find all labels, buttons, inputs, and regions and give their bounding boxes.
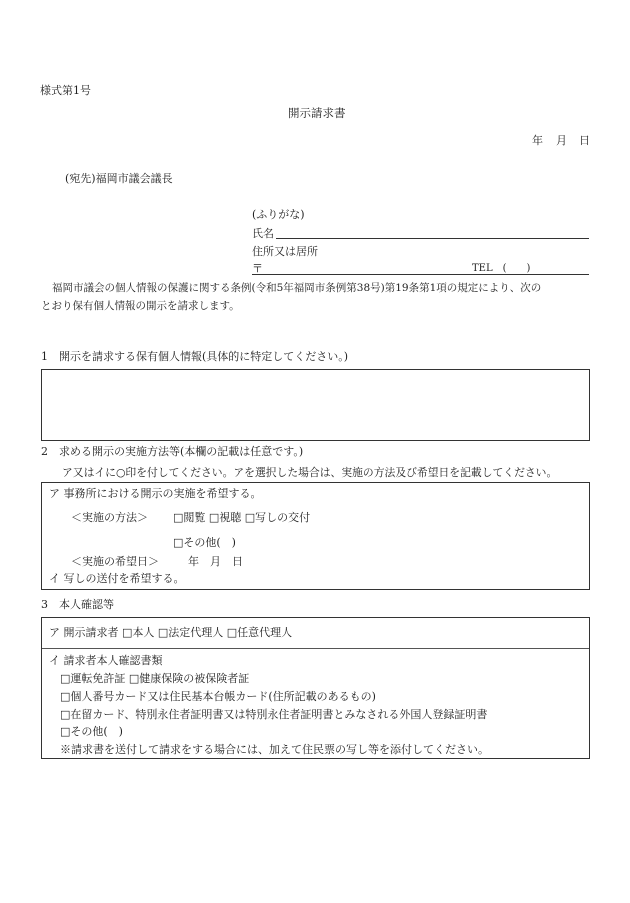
- form-number: 様式第1号: [40, 84, 91, 97]
- method-other[interactable]: □その他( ): [173, 536, 236, 549]
- section3-heading: 3 本人確認等: [41, 598, 114, 611]
- tel-label: TEL ( ): [472, 263, 531, 274]
- identity-box: [41, 617, 590, 759]
- furigana-label: (ふりがな): [252, 208, 305, 221]
- postal-mark: 〒: [252, 262, 263, 275]
- disclosure-method-box: [41, 482, 590, 590]
- name-label: 氏名: [252, 227, 274, 240]
- requester-type[interactable]: ア 開示請求者 □本人 □法定代理人 □任意代理人: [49, 626, 293, 639]
- id-doc-option[interactable]: □在留カード、特別永住者証明書又は特別永住者証明書とみなされる外国人登録証明書: [60, 708, 488, 721]
- address-field-line[interactable]: [252, 274, 589, 275]
- page-title: 開示請求書: [288, 106, 346, 120]
- identity-divider: [42, 648, 589, 649]
- id-docs-heading: イ 請求者本人確認書類: [49, 654, 163, 667]
- preferred-date-label: ＜実施の希望日＞: [71, 555, 159, 568]
- id-doc-option[interactable]: □運転免許証 □健康保険の被保険者証: [60, 672, 250, 685]
- requested-info-box[interactable]: [41, 369, 590, 441]
- method-options[interactable]: □閲覧 □視聴 □写しの交付: [173, 511, 311, 524]
- name-field-line[interactable]: [276, 238, 589, 239]
- address-label: 住所又は居所: [252, 245, 318, 258]
- method-label: ＜実施の方法＞: [71, 511, 148, 524]
- intro-line-1: 福岡市議会の個人情報の保護に関する条例(令和5年福岡市条例第38号)第19条第1項の規定により、次の: [52, 282, 542, 294]
- date-year: 年: [532, 134, 543, 147]
- section2-heading: 2 求める開示の実施方法等(本欄の記載は任意です。): [41, 445, 304, 458]
- id-doc-option[interactable]: □その他( ): [60, 725, 123, 738]
- addressee: (宛先)福岡市議会議長: [65, 172, 173, 185]
- date-day: 日: [579, 134, 590, 147]
- section1-heading: 1 開示を請求する保有個人情報(具体的に特定してください。): [41, 350, 349, 363]
- id-doc-option[interactable]: □個人番号カード又は住民基本台帳カード(住所記載のあるもの): [60, 690, 376, 703]
- preferred-date[interactable]: 年 月 日: [188, 555, 243, 568]
- date-month: 月: [556, 134, 567, 147]
- mail-note: ※請求書を送付して請求をする場合には、加えて住民票の写し等を添付してください。: [60, 743, 489, 756]
- option-b-label[interactable]: イ 写しの送付を希望する。: [49, 572, 185, 585]
- intro-line-2: とおり保有個人情報の開示を請求します。: [41, 300, 240, 312]
- option-a-label[interactable]: ア 事務所における開示の実施を希望する。: [49, 487, 262, 500]
- section2-instruction: ア又はイに○印を付してください。アを選択した場合は、実施の方法及び希望日を記載してください。: [62, 466, 558, 479]
